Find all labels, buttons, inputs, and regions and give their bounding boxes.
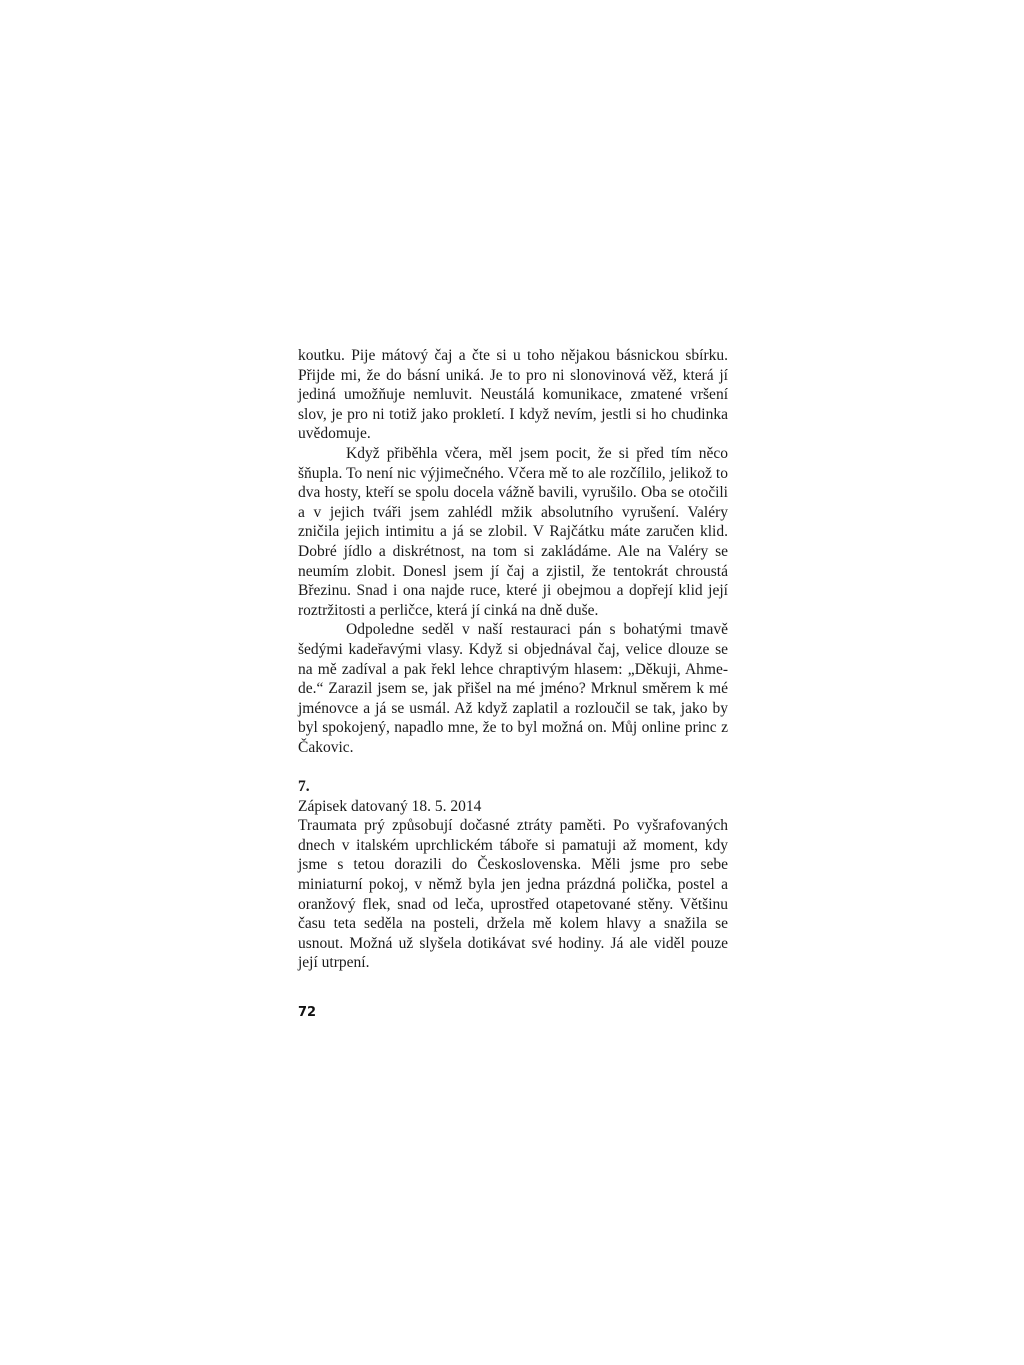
paragraph: Odpoledne seděl v naší restauraci pán s bohatými tmavě šedými kadeřavými vlasy. Když si objednával čaj, velice dlouze se na mě zadíval a pak řekl lehce chraptivým hlasem: „Děkuji, Ahmede.“ Zarazil jsem se, jak přišel na mé jméno? Mrknul směrem k mé jménovce a já se usmál. Až když zaplatil a rozloučil se tak, jako by byl spokojený, napadlo mne, že to byl možná on. Můj online princ z Čakovic. [298, 621, 728, 756]
chapter-first-paragraph: Traumata prý způsobují dočasné ztráty paměti. Po vyšrafovaných dnech v italském uprchlickém táboře si pamatuji až moment, kdy jsme s tetou dorazili do Československa. Měli jsme pro sebe miniaturní pokoj, v němž byla jen jedna prázdná polička, postel a oranžový flek, snad od leča, uprostřed otapetované stěny. Většinu času teta seděla na posteli, držela mě kolem hlavy a snažila se usnout. Možná už slyšela dotikávat své hodiny. Já ale viděl pouze její utrpení. [298, 817, 728, 972]
paragraph-continuation: koutku. Pije mátový čaj a čte si u toho nějakou básnickou sbírku. Přijde mi, že do básní uniká. Je to pro ni slonovinová věž, která jí jediná umožňuje nemluvit. Neustálá komunikace, zmatené vršení slov, je pro ni totiž jako prokletí. I když nevím, jestli si ho chudinka uvědomuje. [298, 347, 728, 443]
chapter-number: 7. [298, 778, 310, 796]
page-number: 72 [298, 1005, 317, 1020]
book-page-text [298, 346, 728, 973]
paragraph: Když přiběhla včera, měl jsem pocit, že si před tím něco šňupla. To není nic výjimečného. Včera mě to ale rozčílilo, jelikož to dva hosty, kteří se spolu docela vážně bavili, vyrušilo. Oba se otočili a v jejich tváři jsem zahlédl mžik absolutního vyrušení. Valéry zničila jejich intimitu a já se zlobil. V Rajčátku máte zaručen klid. Dobré jídlo a diskrétnost, na tom si zakládáme. Ale na Valéry se neumím zlobit. Donesl jsem jí čaj a zjistil, že tentokrát chroustá Březinu. Snad i ona najde ruce, které ji obejmou a dopřejí klid její roztržitosti a perličce, která jí cinká na dně duše. [298, 444, 728, 619]
chapter-subtitle: Zápisek datovaný 18. 5. 2014 [298, 797, 482, 815]
